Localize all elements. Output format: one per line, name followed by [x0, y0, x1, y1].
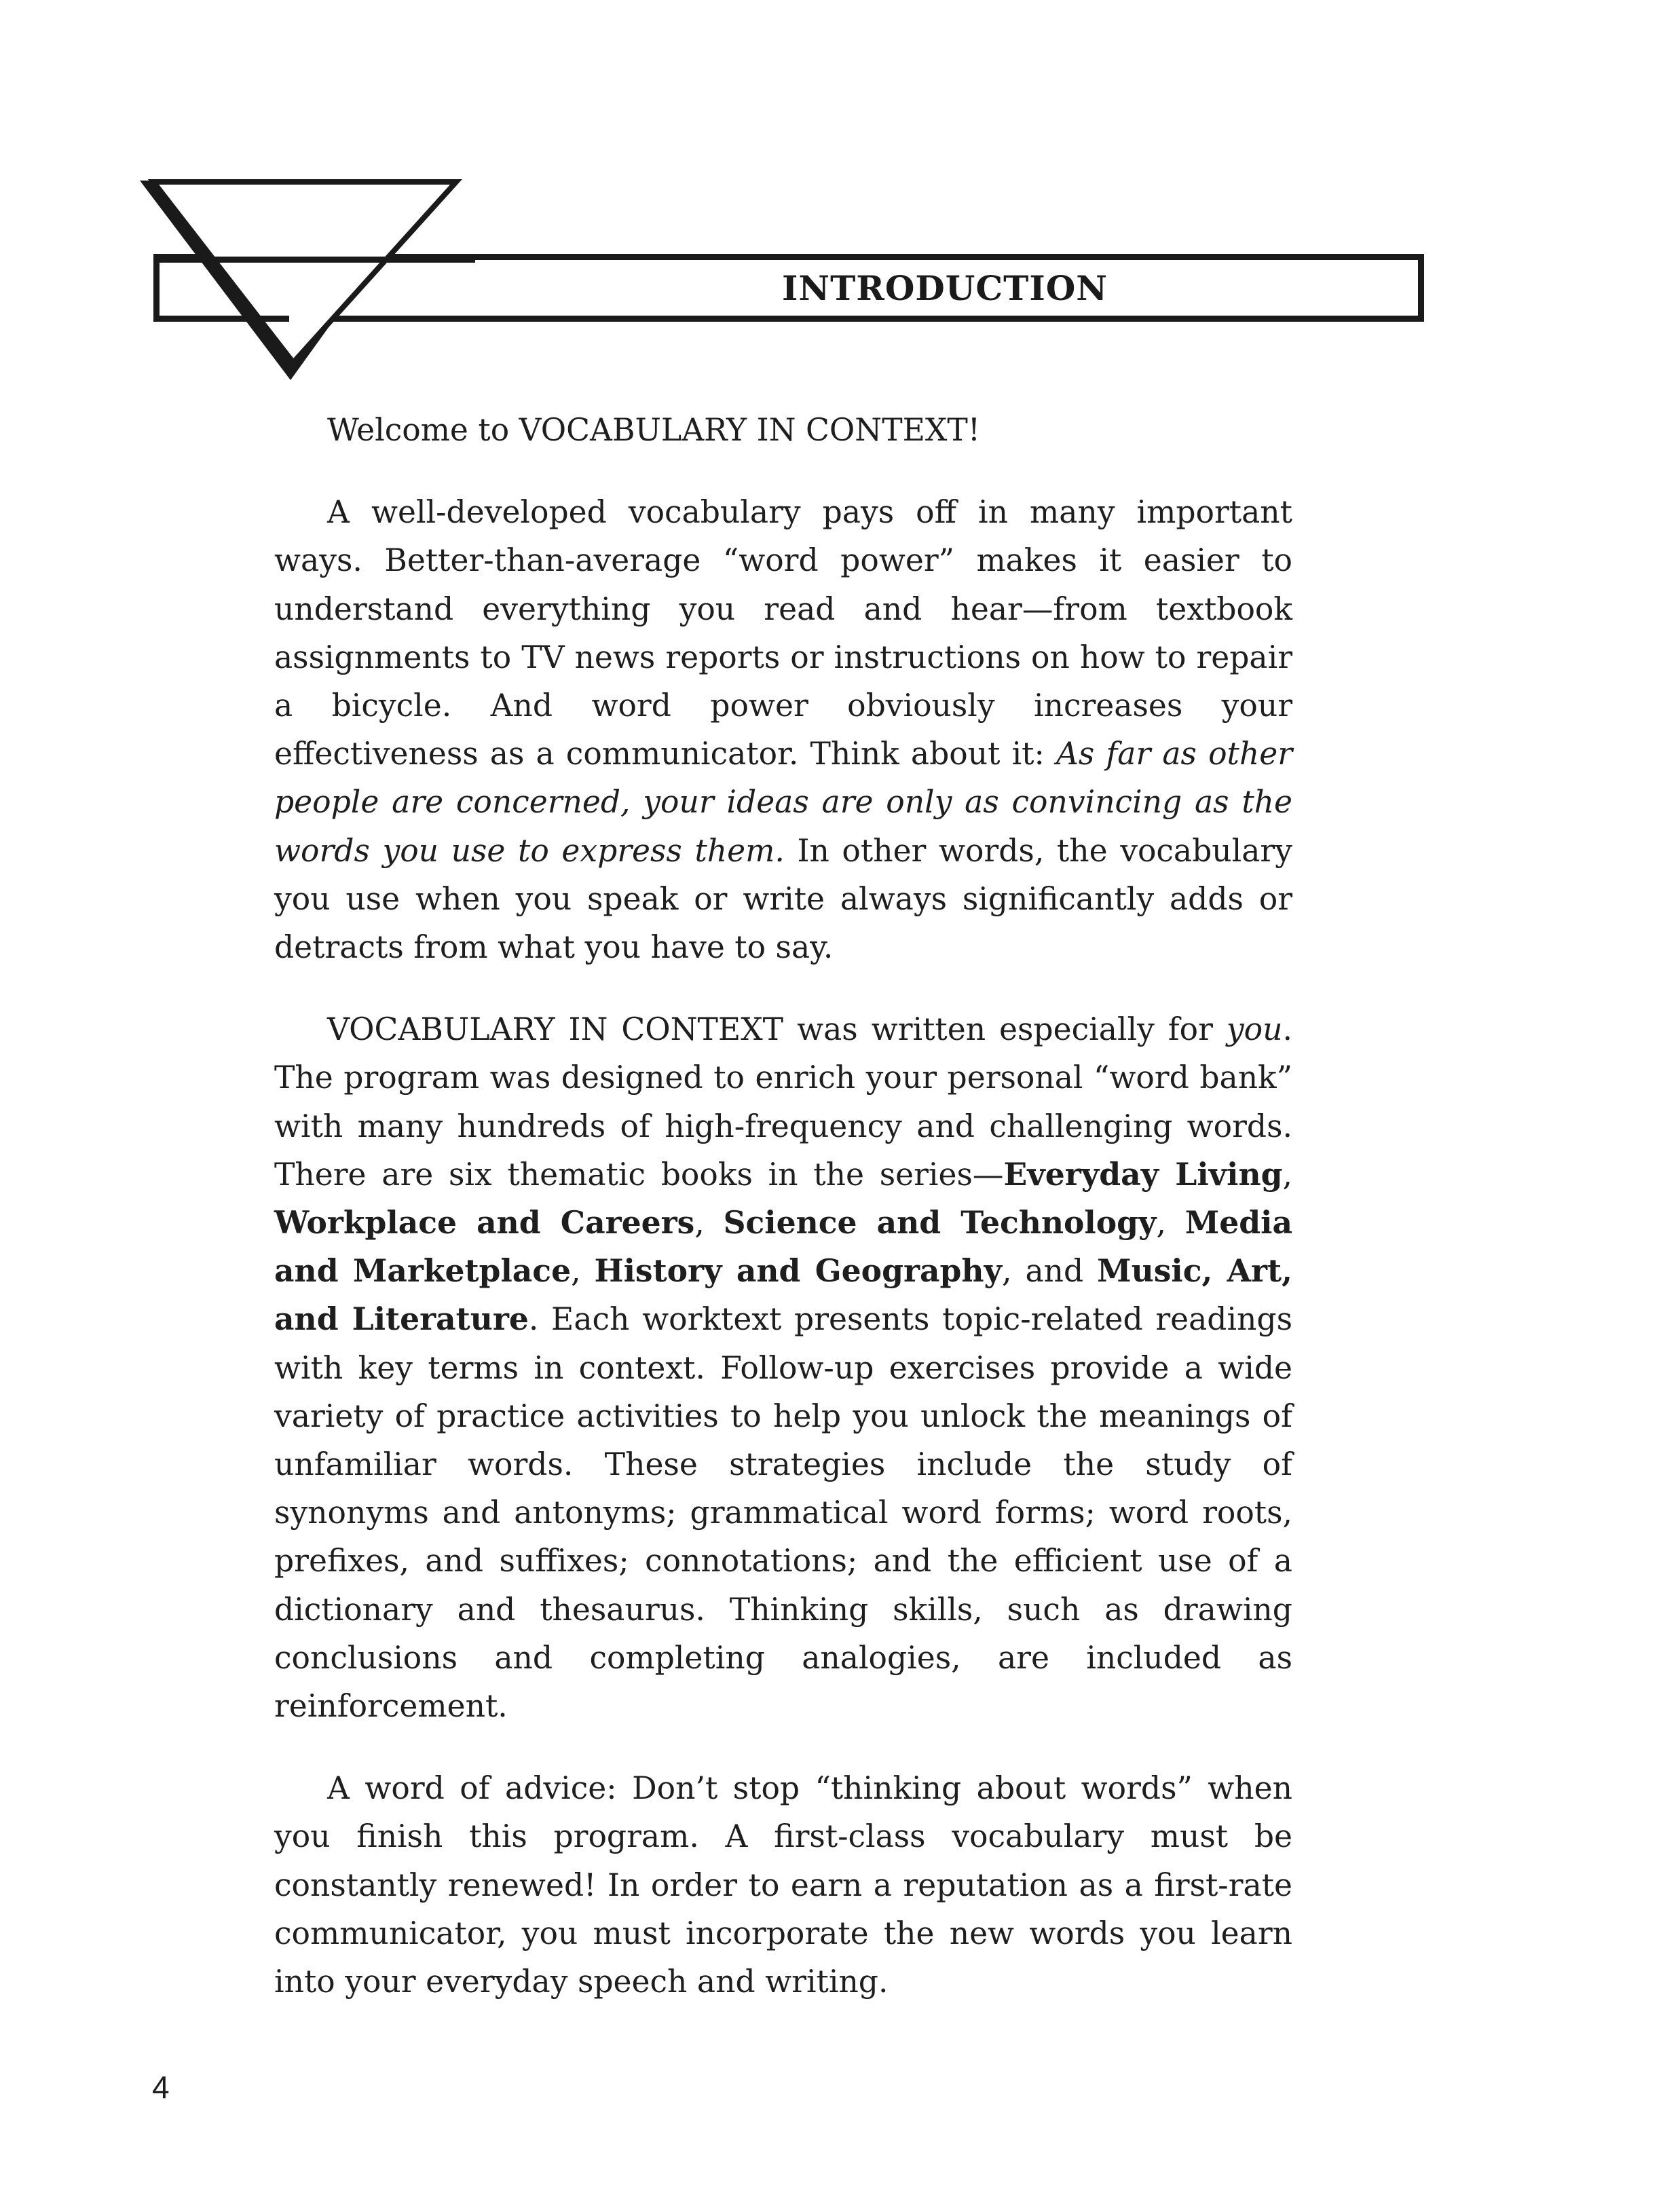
book-title-media-marketplace: Media and Marketplace [274, 1204, 1292, 1290]
page-number: 4 [152, 2070, 170, 2105]
book-title-music-art-literature: Music, Art, and Literature [274, 1252, 1292, 1338]
paragraph-text: A well-developed vocabulary pays off in many important ways. Better-than-average “word power” makes it easier to understand everything you read and hear—from textbook assignments to TV news reports or instructions on how to repair a bicycle. And word power obviously increases your effectiveness as a communicator. Think about it: [274, 494, 1292, 772]
separator: , [694, 1205, 724, 1241]
separator: , [571, 1253, 595, 1290]
separator: , and [1002, 1253, 1098, 1290]
book-title-history-geography: History and Geography [594, 1252, 1003, 1290]
separator: , [1156, 1205, 1185, 1241]
paragraph-text: VOCABULARY IN CONTEXT was written especially for [327, 1011, 1227, 1048]
paragraph-vocabulary-benefits [274, 488, 1292, 971]
book-title-science-technology: Science and Technology [723, 1204, 1157, 1241]
separator: , [1282, 1156, 1292, 1193]
welcome-paragraph: Welcome to VOCABULARY IN CONTEXT! [327, 412, 981, 448]
body-text [274, 406, 1292, 2006]
italic-quote: As far as other people are concerned, your ideas are only as convincing as the words you use to express them. [274, 736, 1292, 869]
paragraph-text: In other words, the vocabulary you use when you speak or write always significantly adds or detracts from what you have to say. [274, 832, 1292, 966]
paragraph-program-description [274, 1005, 1292, 1730]
paragraph-text: . The program was designed to enrich your personal “word bank” with many hundreds of high-frequency and challenging words. There are six thematic books in the series— [274, 1011, 1292, 1193]
italic-word: you [1226, 1011, 1283, 1048]
paragraph-text: . Each worktext presents topic-related readings with key terms in context. Follow-up exercises provide a wide variety of practice activities to help you unlock the meanings of unfamiliar words. These strategies include the study of synonyms and antonyms; grammatical word forms; word roots, prefixes, and suffixes; connotations; and the efficient use of a dictionary and thesaurus. Thinking skills, such as drawing conclusions and completing analogies, are included as reinforcement. [274, 1301, 1292, 1725]
paragraph-advice: A word of advice: Don’t stop “thinking about words” when you finish this program. A first-class vocabulary must be constantly renewed! In order to earn a reputation as a first-rate communicator, you must incorporate the new words you learn into your everyday speech and writing. [274, 1770, 1292, 2000]
triangle-ornament-icon [136, 175, 475, 386]
section-title: INTRODUCTION [781, 267, 1108, 308]
book-title-everyday-living: Everyday Living [1003, 1155, 1283, 1193]
book-title-workplace-careers: Workplace and Careers [274, 1204, 695, 1241]
